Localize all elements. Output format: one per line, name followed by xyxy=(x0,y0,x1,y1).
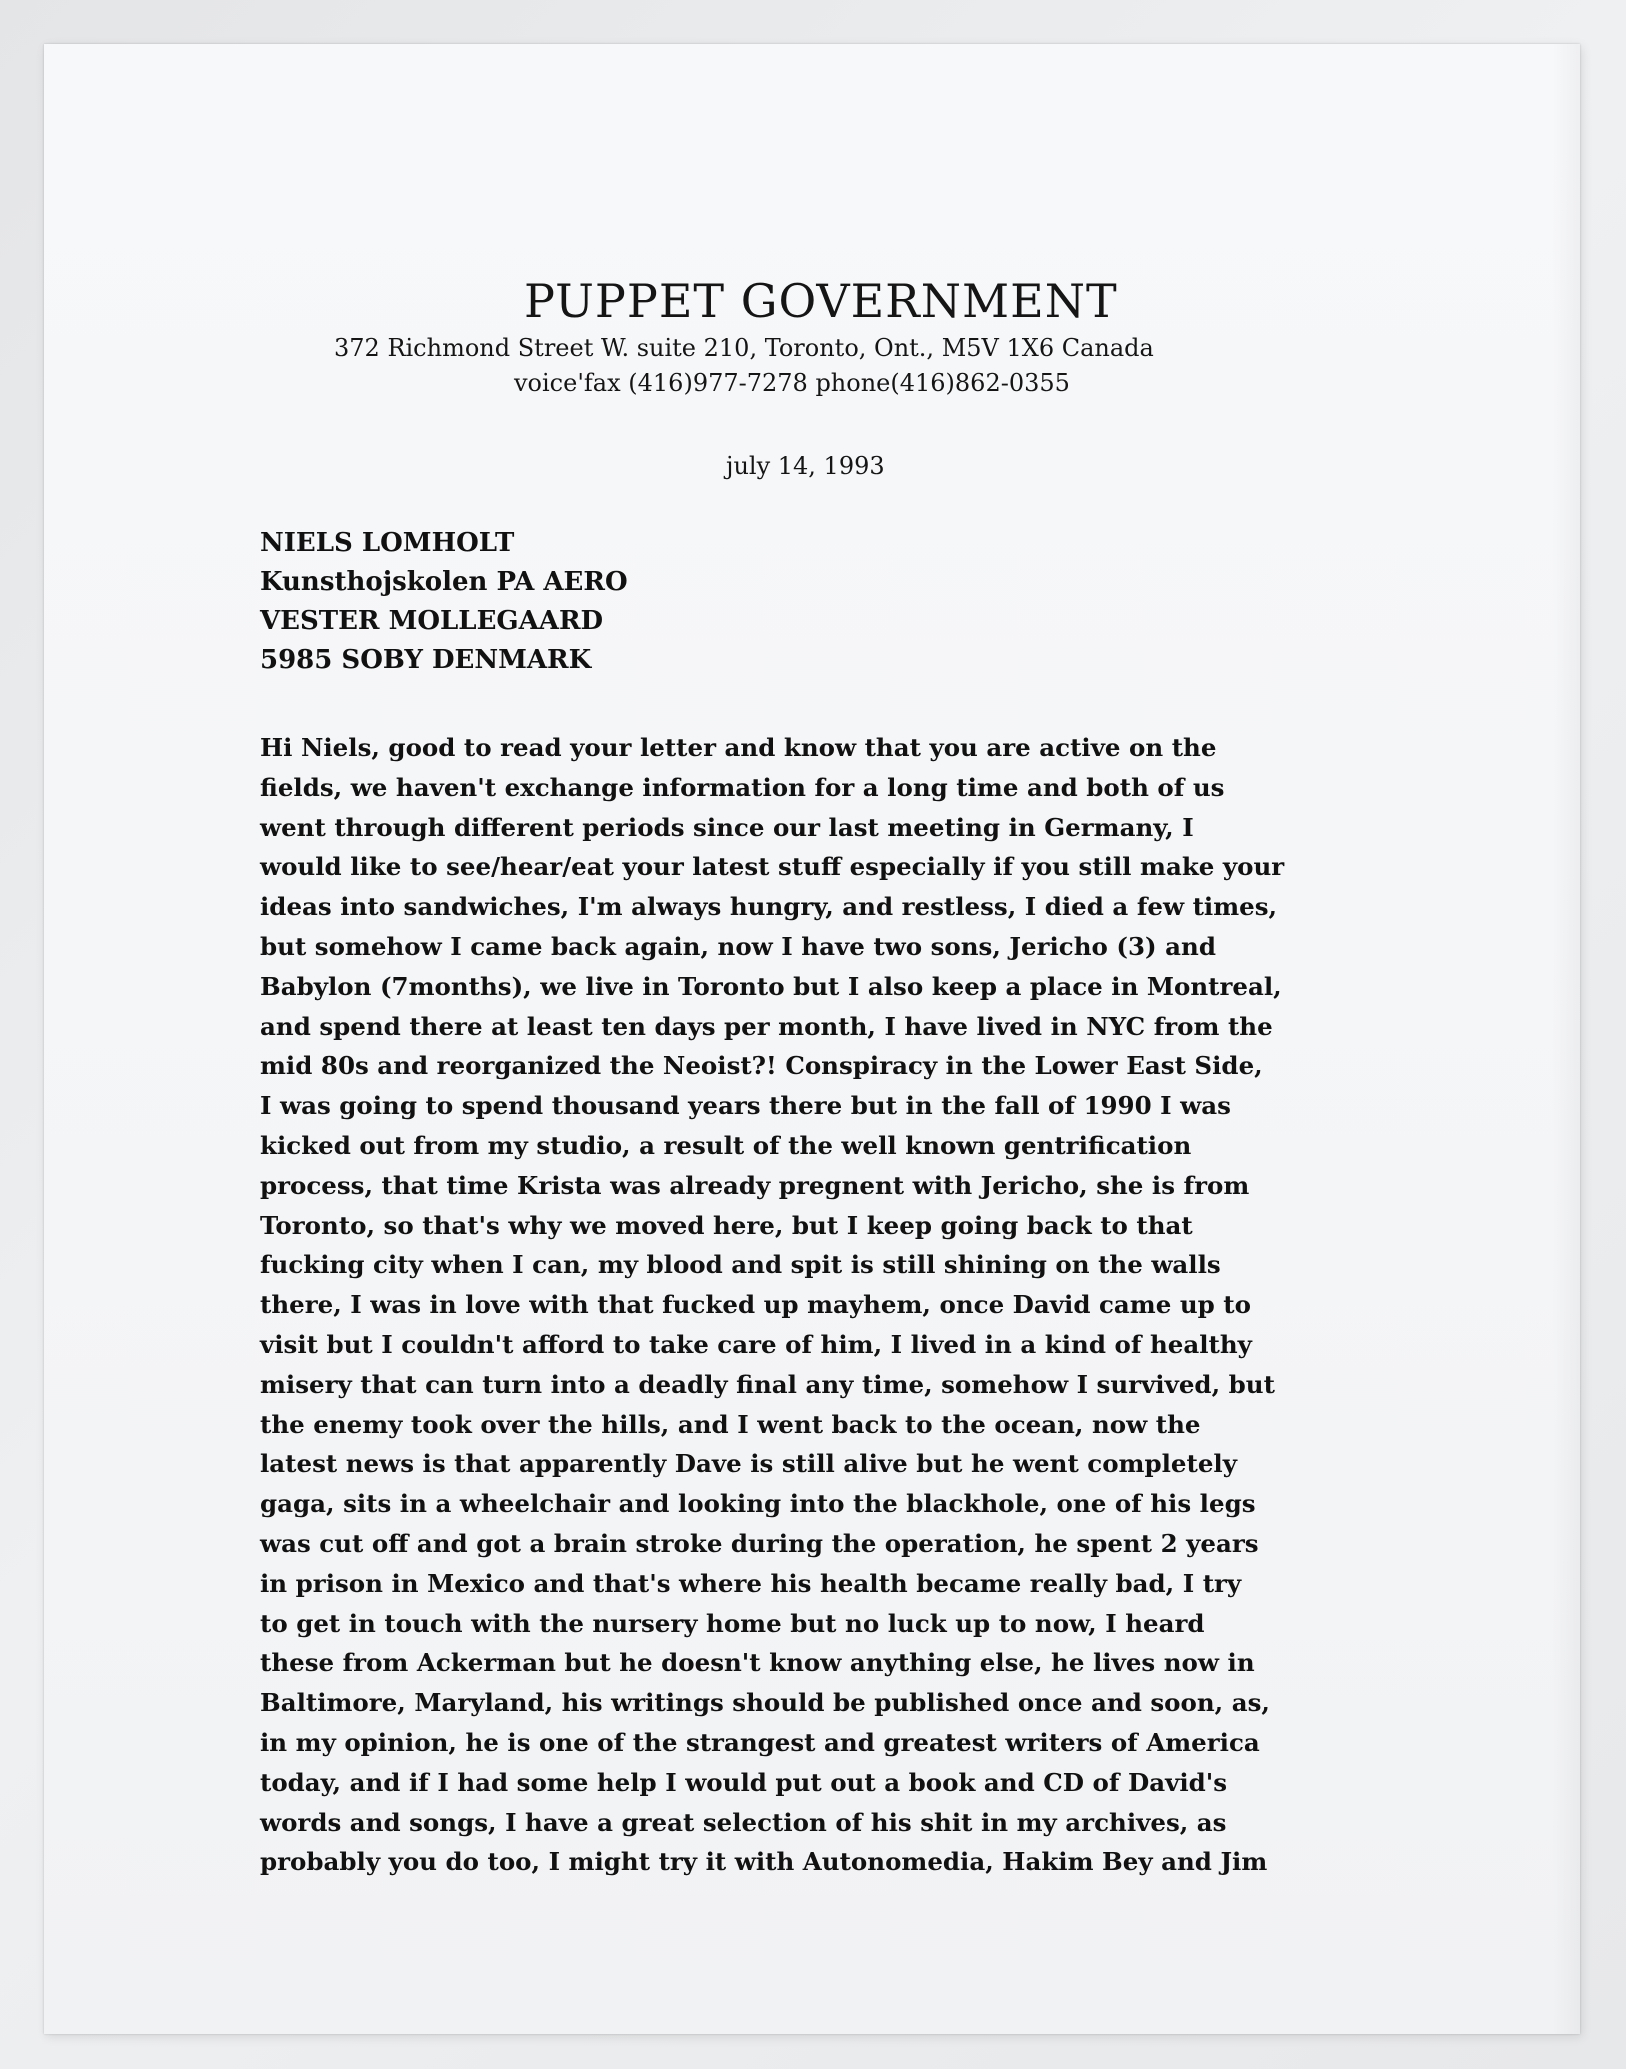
body-line: ideas into sandwiches, I'm always hungry, and restless, I died a few times, xyxy=(260,892,1278,922)
body-line: visit but I couldn't afford to take care of him, I lived in a kind of healthy xyxy=(260,1329,1252,1359)
body-line: today, and if I had some help I would put out a book and CD of David's xyxy=(260,1767,1228,1797)
recipient-line: NIELS LOMHOLT xyxy=(260,528,515,558)
body-line: went through different periods since our last meeting in Germany, I xyxy=(260,812,1194,842)
body-line: gaga, sits in a wheelchair and looking into the blackhole, one of his legs xyxy=(260,1489,1256,1519)
body-line: probably you do too, I might try it with Autonomedia, Hakim Bey and Jim xyxy=(260,1847,1268,1877)
letter-date: july 14, 1993 xyxy=(726,452,885,480)
organization-phone: voice'fax (416)977-7278 phone(416)862-0355 xyxy=(514,369,1070,397)
body-line: to get in touch with the nursery home but no luck up to now, I heard xyxy=(260,1608,1205,1638)
body-line: Babylon (7months), we live in Toronto but I also keep a place in Montreal, xyxy=(260,971,1282,1001)
body-line: Toronto, so that's why we moved here, but I keep going back to that xyxy=(260,1210,1193,1240)
body-line: kicked out from my studio, a result of the well known gentrification xyxy=(260,1130,1192,1160)
body-line: fields, we haven't exchange information for a long time and both of us xyxy=(260,772,1225,802)
body-line: mid 80s and reorganized the Neoist?! Conspiracy in the Lower East Side, xyxy=(260,1051,1263,1081)
body-line: and spend there at least ten days per month, I have lived in NYC from the xyxy=(260,1011,1273,1041)
body-line: fucking city when I can, my blood and spit is still shining on the walls xyxy=(260,1250,1221,1280)
body-line: Hi Niels, good to read your letter and know that you are active on the xyxy=(260,733,1217,762)
body-line: in my opinion, he is one of the strangest and greatest writers of America xyxy=(260,1727,1260,1757)
body-line: process, that time Krista was already pregnent with Jericho, she is from xyxy=(260,1170,1250,1200)
body-line: was cut off and got a brain stroke during the operation, he spent 2 years xyxy=(260,1528,1259,1558)
letter-body xyxy=(260,728,1284,1882)
body-line: words and songs, I have a great selection of his shit in my archives, as xyxy=(260,1807,1227,1837)
recipient-line: Kunsthojskolen PA AERO xyxy=(260,567,628,597)
body-line: Baltimore, Maryland, his writings should be published once and soon, as, xyxy=(260,1688,1270,1718)
recipient-line: VESTER MOLLEGAARD xyxy=(260,606,604,636)
body-line: latest news is that apparently Dave is still alive but he went completely xyxy=(260,1449,1237,1479)
body-line: I was going to spend thousand years there but in the fall of 1990 I was xyxy=(260,1091,1231,1121)
body-line: there, I was in love with that fucked up mayhem, once David came up to xyxy=(260,1290,1251,1320)
letter-page xyxy=(44,44,1580,2034)
body-line: in prison in Mexico and that's where his health became really bad, I try xyxy=(260,1568,1242,1598)
recipient-line: 5985 SOBY DENMARK xyxy=(260,645,592,675)
body-line: but somehow I came back again, now I have two sons, Jericho (3) and xyxy=(260,931,1216,961)
body-line: misery that can turn into a deadly final any time, somehow I survived, but xyxy=(260,1369,1275,1399)
organization-address: 372 Richmond Street W. suite 210, Toronto, Ont., M5V 1X6 Canada xyxy=(334,334,1154,362)
page-edge-shading xyxy=(1552,44,1580,2034)
recipient-address-block xyxy=(260,524,628,680)
organization-name: PUPPET GOVERNMENT xyxy=(524,274,1118,328)
body-line: these from Ackerman but he doesn't know anything else, he lives now in xyxy=(260,1648,1255,1678)
body-line: would like to see/hear/eat your latest stuff especially if you still make your xyxy=(260,852,1285,882)
body-line: the enemy took over the hills, and I went back to the ocean, now the xyxy=(260,1409,1201,1439)
